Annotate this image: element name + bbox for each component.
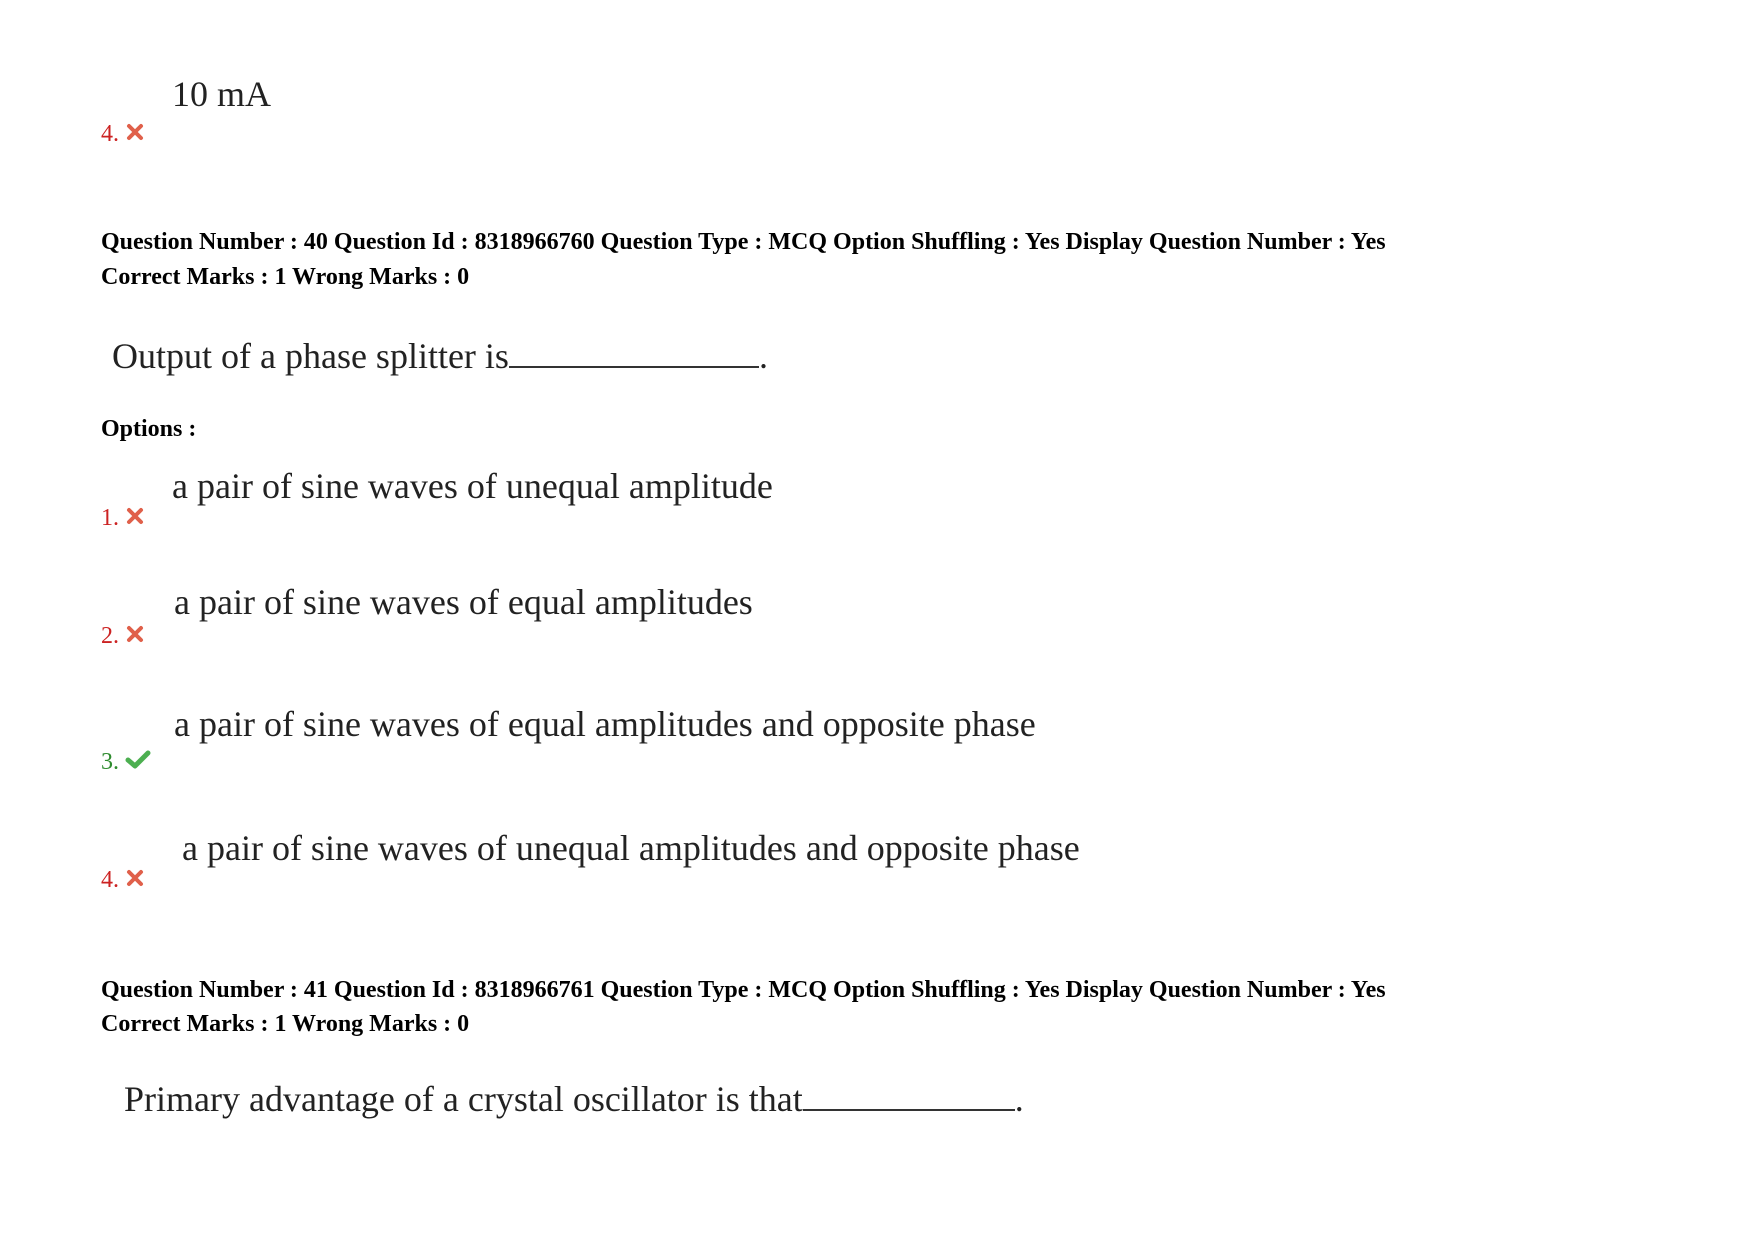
option-number: 4. (101, 121, 119, 147)
cross-icon (125, 624, 145, 644)
option-marker (101, 750, 151, 774)
answer-blank (803, 1075, 1015, 1111)
option-text: a pair of sine waves of unequal amplitudes and opposite phase (182, 828, 1080, 868)
question-meta-line1: Question Number : 41 Question Id : 8318966761 Question Type : MCQ Option Shuffling : Yes Display Question Number : Yes (101, 977, 1386, 1003)
option-marker (101, 624, 145, 648)
option-number: 4. (101, 867, 119, 893)
option-marker (101, 868, 145, 892)
cross-icon (125, 868, 145, 888)
question-meta-line1: Question Number : 40 Question Id : 8318966760 Question Type : MCQ Option Shuffling : Yes Display Question Number : Yes (101, 229, 1386, 255)
options-label: Options : (101, 416, 197, 442)
option-marker (101, 506, 145, 530)
question-meta-line2: Correct Marks : 1 Wrong Marks : 0 (101, 264, 470, 290)
option-marker (101, 122, 145, 146)
question-text-body: Output of a phase splitter is (112, 336, 509, 376)
question-text-end: . (758, 336, 768, 376)
option-text: 10 mA (172, 74, 271, 114)
cross-icon (125, 506, 145, 526)
option-text: a pair of sine waves of equal amplitudes (174, 582, 753, 622)
question-meta-line2: Correct Marks : 1 Wrong Marks : 0 (101, 1011, 470, 1037)
option-text: a pair of sine waves of unequal amplitude (172, 466, 773, 506)
option-text: a pair of sine waves of equal amplitudes and opposite phase (174, 704, 1036, 744)
check-icon (125, 750, 151, 770)
question-text-end: . (1014, 1079, 1024, 1119)
answer-blank (509, 332, 759, 368)
question-text (124, 1075, 1024, 1119)
option-number: 3. (101, 749, 119, 775)
option-number: 2. (101, 623, 119, 649)
option-number: 1. (101, 505, 119, 531)
question-text-body: Primary advantage of a crystal oscillator is that (124, 1079, 803, 1119)
question-text (112, 332, 768, 376)
cross-icon (125, 122, 145, 142)
